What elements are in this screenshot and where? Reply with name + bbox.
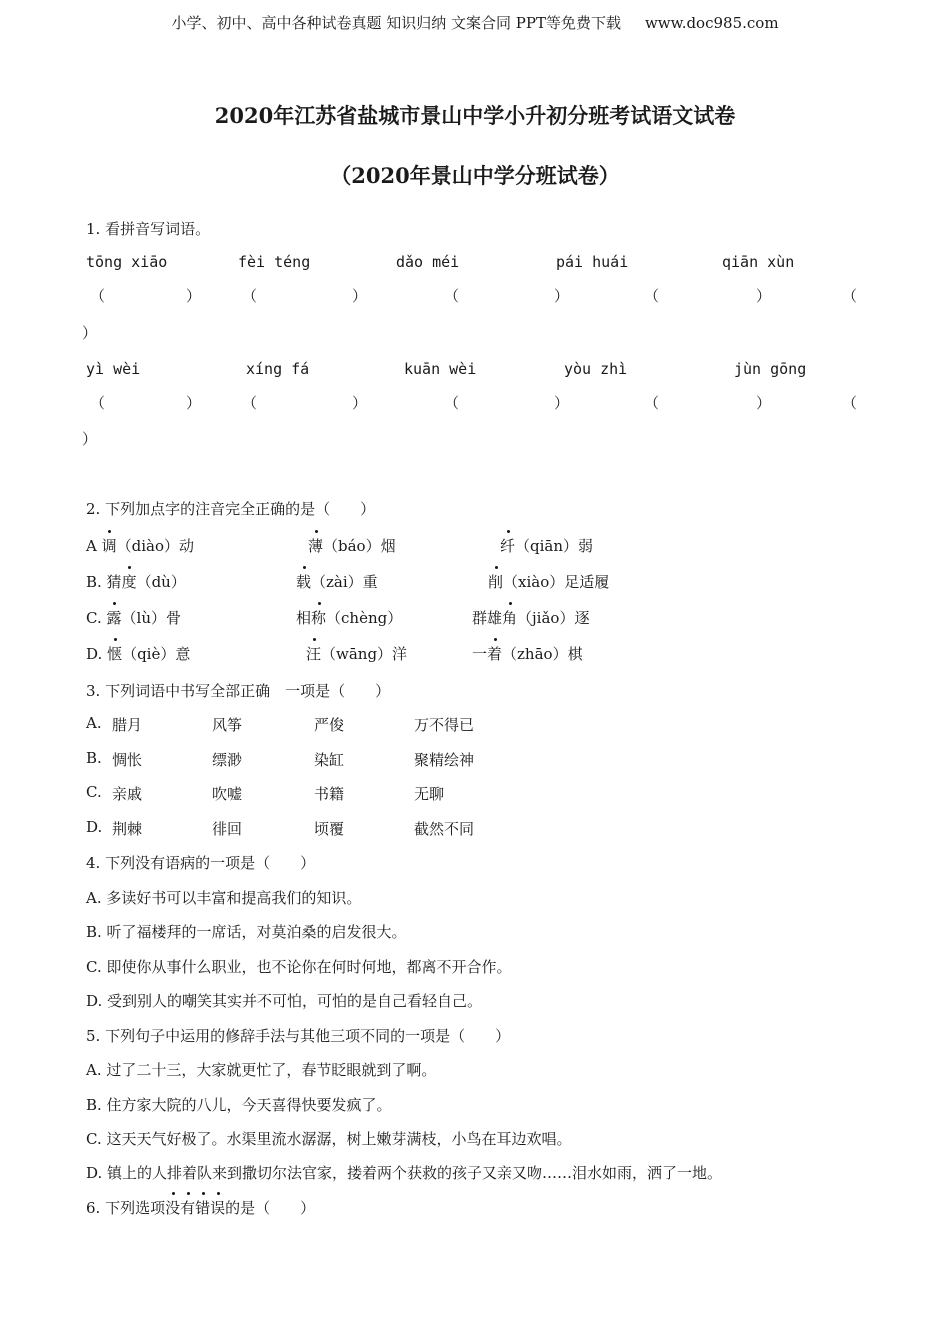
pinyin: kuān wèi	[404, 360, 477, 378]
option-text: （qiān）弱	[515, 537, 594, 555]
option-text: （diào）动	[116, 537, 195, 555]
answer-blank-close[interactable]: ）	[352, 394, 368, 412]
pinyin: jùn gōng	[734, 360, 807, 378]
pinyin: qiān xùn	[722, 253, 795, 271]
header-text: 小学、初中、高中各种试卷真题 知识归纳 文案合同 PPT等免费下载	[171, 14, 621, 32]
answer-blank-open[interactable]: （	[242, 287, 258, 305]
dotted-char: 调	[101, 537, 117, 555]
answer-blank-open[interactable]: （	[644, 394, 660, 412]
option-letter: A	[86, 537, 97, 555]
q2-option-c[interactable]	[86, 607, 181, 628]
option-text: 群雄	[472, 609, 503, 627]
option-text: 一	[472, 645, 488, 663]
pinyin: pái huái	[556, 253, 629, 271]
dotted-char: 称	[311, 609, 327, 627]
q2-option-a[interactable]	[86, 535, 194, 556]
answer-blank-close[interactable]: ）	[352, 287, 368, 305]
answer-blank-open[interactable]: （	[842, 394, 858, 412]
dotted-char: 角	[502, 609, 518, 627]
page-title: 2020年江苏省盐城市景山中学小升初分班考试语文试卷	[214, 103, 736, 128]
dotted-char: 汪	[306, 645, 322, 663]
answer-blank-open[interactable]: （	[90, 394, 106, 412]
answer-blank-close[interactable]: ）	[554, 394, 570, 412]
option-text: 相	[296, 609, 312, 627]
option-text: （wāng）洋	[321, 645, 408, 663]
q3-word: 荆棘	[112, 820, 143, 838]
answer-blank-open[interactable]: （	[444, 287, 460, 305]
answer-blank-close[interactable]: ）	[756, 287, 772, 305]
q3-option-label[interactable]: A.	[86, 714, 102, 732]
dotted-char: 错	[195, 1199, 211, 1217]
q4-stem: 4. 下列没有语病的一项是（ ）	[86, 854, 316, 872]
q2-option-c-3	[472, 607, 589, 628]
dotted-char: 有	[180, 1199, 196, 1217]
option-text: （zhāo）棋	[502, 645, 583, 663]
dotted-char: 载	[296, 573, 312, 591]
q3-word: 截然不同	[414, 820, 475, 838]
dotted-char: 削	[488, 573, 504, 591]
pinyin: dǎo méi	[396, 253, 460, 271]
q5-option-c[interactable]: C. 这天天气好极了。水渠里流水潺潺，树上嫩芽满枝，小鸟在耳边欢唱。	[86, 1130, 572, 1148]
answer-blank-close[interactable]: ）	[186, 287, 202, 305]
q3-word: 万不得已	[414, 716, 475, 734]
q2-option-a-3	[500, 535, 593, 556]
answer-blank-open[interactable]: （	[644, 287, 660, 305]
q3-word: 腊月	[112, 716, 143, 734]
q2-option-d[interactable]	[86, 643, 190, 664]
answer-blank-close[interactable]: ）	[82, 324, 98, 342]
q4-option-a[interactable]: A. 多读好书可以丰富和提高我们的知识。	[86, 889, 362, 907]
q5-stem: 5. 下列句子中运用的修辞手法与其他三项不同的一项是（ ）	[86, 1027, 511, 1045]
header-site[interactable]: www.doc985.com	[644, 14, 779, 32]
answer-blank-open[interactable]: （	[242, 394, 258, 412]
q3-word: 风筝	[212, 716, 243, 734]
q2-option-d-3	[472, 643, 583, 664]
q4-option-c[interactable]: C. 即使你从事什么职业，也不论你在何时何地，都离不开合作。	[86, 958, 512, 976]
answer-blank-close[interactable]: ）	[554, 287, 570, 305]
q1-stem: 1. 看拼音写词语。	[86, 220, 211, 238]
q5-option-d[interactable]: D. 镇上的人排着队来到撒切尔法官家，搂着两个获救的孩子又亲又吻……泪水如雨，洒了一地。	[86, 1164, 723, 1182]
option-text: （jiǎo）逐	[517, 609, 590, 627]
dotted-char: 露	[106, 609, 122, 627]
answer-blank-open[interactable]: （	[90, 287, 106, 305]
q3-word: 书籍	[314, 785, 345, 803]
dotted-char: 惬	[107, 645, 123, 663]
q5-option-a[interactable]: A. 过了二十三，大家就更忙了，春节眨眼就到了啊。	[86, 1061, 437, 1079]
q3-stem: 3. 下列词语中书写全部正确 一项是（ ）	[86, 682, 391, 700]
option-text: （zài）重	[311, 573, 378, 591]
option-letter: C.	[86, 609, 102, 627]
option-text: （dù）	[136, 573, 186, 591]
answer-blank-close[interactable]: ）	[82, 430, 98, 448]
option-text: B. 猜	[86, 573, 122, 591]
q3-option-label[interactable]: C.	[86, 783, 102, 801]
q3-word: 缥渺	[212, 751, 243, 769]
dotted-char: 没	[165, 1199, 181, 1217]
q2-stem: 2. 下列加点字的注音完全正确的是（ ）	[86, 500, 376, 518]
q3-word: 严俊	[314, 716, 345, 734]
q3-word: 惆怅	[112, 751, 143, 769]
answer-blank-close[interactable]: ）	[186, 394, 202, 412]
q3-word: 聚精绘神	[414, 751, 475, 769]
pinyin: fèi téng	[238, 253, 311, 271]
dotted-char: 度	[121, 573, 137, 591]
q4-option-b[interactable]: B. 听了福楼拜的一席话，对莫泊桑的启发很大。	[86, 923, 407, 941]
q3-word: 顷覆	[314, 820, 345, 838]
option-letter: D.	[86, 645, 103, 663]
answer-blank-open[interactable]: （	[444, 394, 460, 412]
option-text: （qiè）意	[122, 645, 191, 663]
pinyin: yòu zhì	[564, 360, 628, 378]
page-subtitle: （2020年景山中学分班试卷）	[330, 163, 620, 188]
q3-option-label[interactable]: D.	[86, 818, 103, 836]
q2-option-b[interactable]	[86, 571, 186, 592]
q2-option-a-2	[308, 535, 396, 556]
q6-text: 的是（ ）	[225, 1199, 316, 1217]
q3-word: 亲戚	[112, 785, 143, 803]
q6-text: 6. 下列选项	[86, 1199, 166, 1217]
q3-option-label[interactable]: B.	[86, 749, 102, 767]
q6-dotted-text	[165, 1199, 225, 1217]
option-text: （báo）烟	[323, 537, 396, 555]
pinyin: xíng fá	[246, 360, 310, 378]
dotted-char: 着	[487, 645, 503, 663]
q3-word: 吹嘘	[212, 785, 243, 803]
q3-word: 徘回	[212, 820, 243, 838]
q4-option-d[interactable]: D. 受到别人的嘲笑其实并不可怕，可怕的是自己看轻自己。	[86, 992, 483, 1010]
dotted-char: 误	[210, 1199, 226, 1217]
option-text: （lù）骨	[121, 609, 181, 627]
q3-word: 染缸	[314, 751, 345, 769]
option-text: （xiào）足适履	[503, 573, 610, 591]
answer-blank-open[interactable]: （	[842, 287, 858, 305]
option-text: （chèng）	[326, 609, 403, 627]
q2-option-b-2	[296, 571, 378, 592]
pinyin: yì wèi	[86, 360, 141, 378]
q2-option-d-2	[306, 643, 407, 664]
dotted-char: 纤	[500, 537, 516, 555]
q6-stem	[86, 1197, 315, 1218]
q3-word: 无聊	[414, 785, 445, 803]
pinyin: tōng xiāo	[86, 253, 168, 271]
dotted-char: 薄	[308, 537, 324, 555]
q2-option-c-2	[296, 607, 402, 628]
answer-blank-close[interactable]: ）	[756, 394, 772, 412]
q5-option-b[interactable]: B. 住方家大院的八儿，今天喜得快要发疯了。	[86, 1096, 392, 1114]
page-header	[0, 12, 950, 33]
q2-option-b-3	[488, 571, 609, 592]
